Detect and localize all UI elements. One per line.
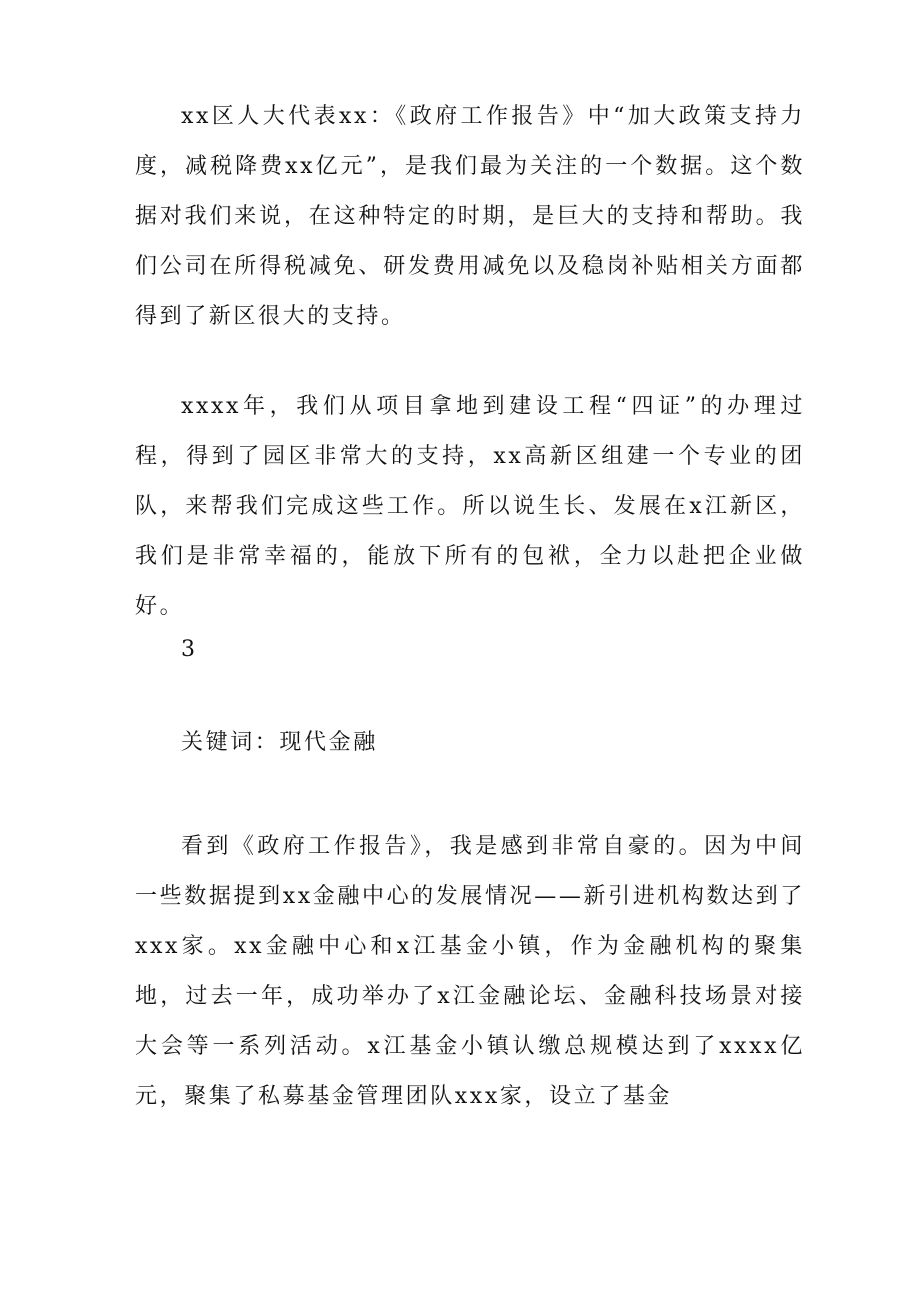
paragraph-representative-statement: xx区人大代表xx：《政府工作报告》中“加大政策支持力度，减税降费xx亿元”，是我们最为关注的一个数据。这个数据对我们来说，在这种特定的时期，是巨大的支持和帮助。我们公司在所得税减免、研发费用减免以及稳岗补贴相关方面都得到了新区很大的支持。 (135, 104, 805, 329)
section-number: 3 (181, 637, 198, 662)
paragraph-finance-center: 看到《政府工作报告》，我是感到非常自豪的。因为中间一些数据提到xx金融中心的发展情况——新引进机构数达到了xxx家。xx金融中心和x江基金小镇，作为金融机构的聚集地，过去一年，成功举办了x江金融论坛、金融科技场景对接大会等一系列活动。x江基金小镇认缴总规模达到了xxxx亿元，聚集了私募基金管理团队xxx家，设立了基金 (135, 834, 805, 1109)
paragraph-project-support: xxxx年，我们从项目拿地到建设工程“四证”的办理过程，得到了园区非常大的支持，xx高新区组建一个专业的团队，来帮我们完成这些工作。所以说生长、发展在x江新区，我们是非常幸福的，能放下所有的包袱，全力以赴把企业做好。 (135, 394, 805, 619)
keyword-heading: 关键词：现代金融 (181, 730, 378, 755)
